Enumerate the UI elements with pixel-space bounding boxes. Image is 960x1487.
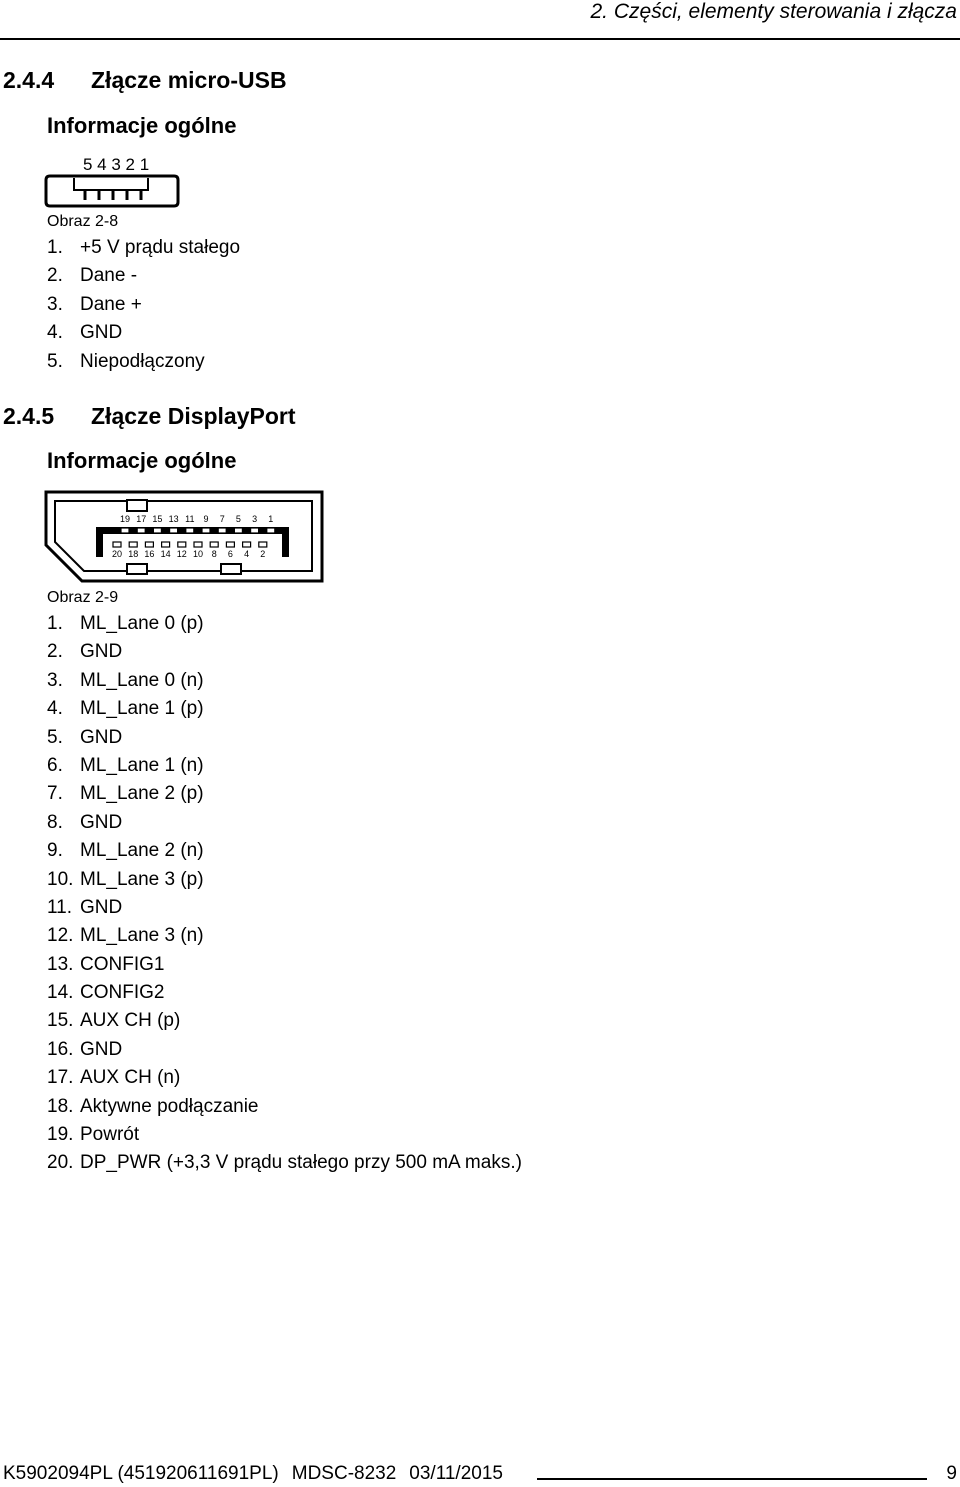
footer-document-info [3,1463,516,1485]
displayport-top-pin-label: 3 [252,514,258,524]
pin-number: 1. [47,613,63,634]
pin-number: 12. [47,925,74,947]
pin-label: ML_Lane 0 (n) [80,669,204,691]
displayport-bottom-pin-label: 18 [128,549,139,559]
displayport-pin-contact [210,542,218,547]
displayport-latch-top [127,500,147,511]
micro-usb-pins [85,190,141,200]
pin-label: DP_PWR (+3,3 V prądu stałego przy 500 mA maks.) [80,1152,522,1174]
displayport-outline [46,492,322,581]
pin-label: ML_Lane 3 (n) [80,925,204,947]
pin-list-item [47,922,522,950]
pin-list-item [47,979,522,1007]
pin-list-item [47,1036,522,1064]
displayport-pin-contact [259,542,267,547]
section-title-displayport [3,402,296,430]
pin-list-item [47,724,522,752]
pin-label: GND [80,641,123,663]
pin-list-item [47,837,522,865]
pin-list-item [47,951,522,979]
displayport-pin-contact [243,542,251,547]
pin-label: GND [80,322,123,344]
displayport-pin-contact [226,542,234,547]
pin-label: ML_Lane 1 (p) [80,698,204,720]
pin-number: 10. [47,868,74,890]
figure-caption-2-8: Obraz 2-8 [47,213,119,230]
section-title-text: Złącze micro-USB [91,67,287,93]
displayport-pin-contact [121,528,129,533]
pin-label: Niepodłączony [80,350,205,372]
pin-number: 16. [47,1038,74,1060]
pin-list-item [47,809,522,837]
pin-label: CONFIG2 [80,982,165,1004]
displayport-pin-contact [218,528,226,533]
displayport-top-pin-label: 9 [203,514,209,524]
chapter-header: 2. Części, elementy sterowania i złącza [590,0,957,23]
pin-label: Dane + [80,293,142,315]
pin-list-item [47,638,522,666]
displayport-pin-contact [194,542,202,547]
pin-label: ML_Lane 2 (n) [80,840,204,862]
pin-label: +5 V prądu stałego [80,237,241,258]
subheading-general-info: Informacje ogólne [47,113,237,138]
pin-number: 13. [47,953,74,975]
displayport-pin-contact [178,542,186,547]
pin-number: 14. [47,982,74,1004]
pin-number: 4. [47,698,63,720]
pin-label: Powrót [80,1124,140,1146]
displayport-latch-bottom-right [221,564,241,574]
displayport-pins [113,528,275,547]
pin-list-item [47,610,522,638]
displayport-top-pin-label: 19 [119,514,131,524]
pin-number: 8. [47,811,63,833]
page-number: 9 [946,1463,957,1484]
pin-list-item [47,1007,522,1035]
displayport-connector-diagram [44,490,326,584]
displayport-bottom-pin-label: 2 [260,549,266,559]
pin-label: ML_Lane 3 (p) [80,868,204,890]
micro-usb-tongue [74,178,148,190]
pin-label: GND [80,726,123,748]
displayport-top-pin-label: 7 [219,514,225,524]
displayport-top-pin-label: 5 [235,514,241,524]
pin-number: 5. [47,350,63,372]
displayport-top-pin-label: 11 [185,514,195,524]
pin-list-item [47,894,522,922]
subheading-general-info: Informacje ogólne [47,448,237,473]
pin-list-item [47,234,240,262]
pin-list-item [47,1093,522,1121]
displayport-bottom-pin-label: 8 [211,549,217,559]
displayport-bottom-pin-label: 14 [160,549,171,559]
displayport-pin-contact [234,528,242,533]
pin-list-item [47,780,522,808]
displayport-bottom-pin-label: 12 [176,549,187,559]
pin-label: AUX CH (n) [80,1067,181,1089]
pin-list-item [47,1121,522,1149]
section-title-text: Złącze DisplayPort [91,403,296,429]
displayport-pin-contact [186,528,194,533]
pin-label: Aktywne podłączanie [80,1095,259,1117]
displayport-top-pin-label: 17 [136,514,147,524]
section-title-micro-usb [3,66,287,94]
pin-number: 9. [47,840,63,862]
pin-number: 3. [47,293,63,315]
pin-number: 5. [47,726,63,748]
pin-list-item [47,866,522,894]
pin-label: CONFIG1 [80,953,165,975]
displayport-pin-contact [162,542,170,547]
displayport-bottom-pin-label: 16 [144,549,155,559]
pin-label: ML_Lane 0 (p) [80,613,204,634]
displayport-pin-contact [202,528,210,533]
displayport-pin-contact [251,528,259,533]
displayport-pin-contact [137,528,145,533]
pin-number: 6. [47,754,63,776]
pin-number: 17. [47,1067,74,1089]
pin-list-item [47,752,522,780]
pin-list-item [47,695,522,723]
pin-list-item [47,291,240,319]
pin-number: 4. [47,322,63,344]
displayport-bottom-pin-label: 20 [111,549,123,559]
footer-divider [537,1478,927,1480]
footer-doc-id: K5902094PL (451920611691PL) [3,1463,279,1484]
displayport-bottom-pin-labels [112,549,265,559]
displayport-top-pin-label: 13 [168,514,179,524]
displayport-bottom-pin-label: 4 [244,549,250,559]
pin-number: 20. [47,1152,74,1174]
pin-number: 3. [47,669,63,691]
pin-number: 18. [47,1095,74,1117]
footer-model: MDSC-8232 [291,1463,397,1484]
pin-list-item [47,262,240,290]
displayport-top-pin-label: 1 [268,514,274,524]
section-number: 2.4.4 [3,67,55,93]
pin-label: GND [80,896,123,918]
pin-number: 11. [47,896,73,918]
micro-usb-pin-list [47,234,240,376]
displayport-bottom-pin-label: 10 [192,549,204,559]
pin-list-item [47,348,240,376]
pin-number: 15. [47,1010,74,1032]
micro-usb-pin-labels: 5 4 3 2 1 [83,155,150,174]
header-divider [0,38,960,40]
pin-list-item [47,667,522,695]
displayport-pin-contact [113,542,121,547]
pin-label: ML_Lane 2 (p) [80,783,204,805]
displayport-top-pin-label: 15 [152,514,163,524]
pin-label: GND [80,811,123,833]
pin-number: 2. [47,265,63,287]
pin-number: 7. [47,783,63,805]
displayport-inner-outline [55,501,312,571]
displayport-pin-contact [267,528,275,533]
figure-caption-2-9: Obraz 2-9 [47,589,119,606]
pin-list-item [47,319,240,347]
pin-label: ML_Lane 1 (n) [80,754,204,776]
displayport-pin-contact [170,528,178,533]
pin-number: 2. [47,641,63,663]
displayport-top-pin-labels [120,514,273,524]
micro-usb-connector-diagram [44,150,184,212]
displayport-pin-contact [129,542,137,547]
pin-list-item [47,1064,522,1092]
displayport-bottom-pin-label: 6 [227,549,233,559]
section-number: 2.4.5 [3,403,55,429]
displayport-pin-list [47,610,522,1178]
pin-label: AUX CH (p) [80,1010,181,1032]
displayport-pin-contact [153,528,161,533]
footer-date: 03/11/2015 [409,1463,503,1484]
displayport-latch-bottom-left [127,564,147,574]
pin-number: 19. [47,1124,74,1146]
pin-label: GND [80,1038,123,1060]
pin-label: Dane - [80,265,138,287]
pin-list-item [47,1149,522,1177]
pin-number: 1. [47,237,63,258]
displayport-pin-contact [145,542,153,547]
